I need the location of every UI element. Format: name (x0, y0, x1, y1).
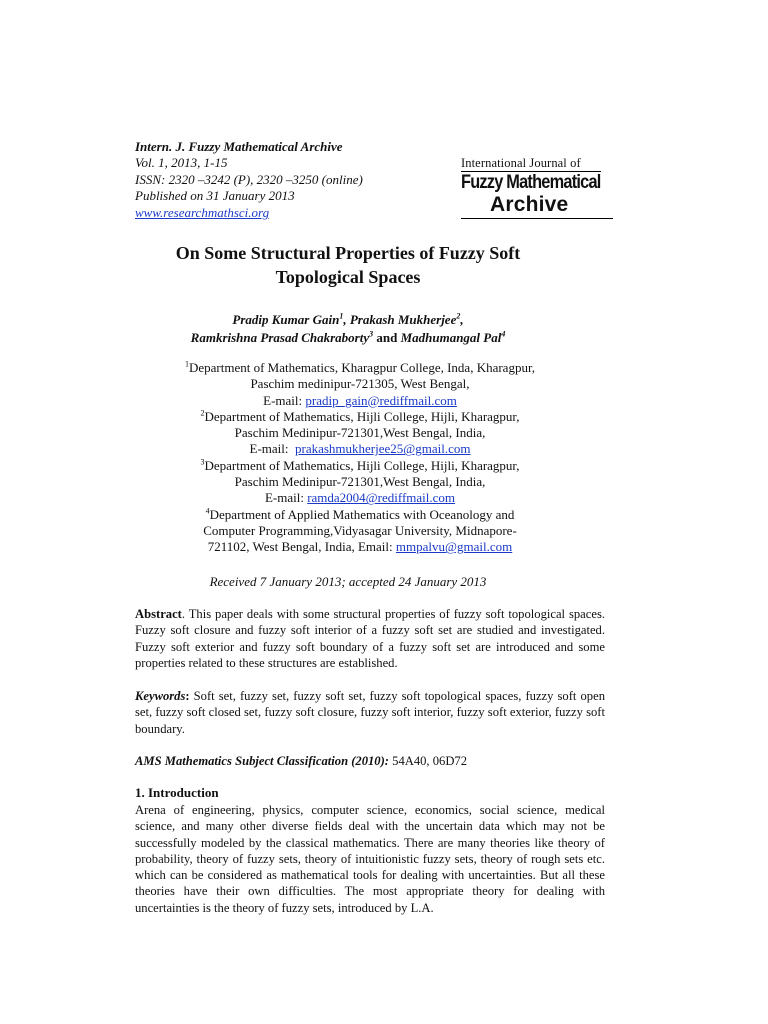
abstract (135, 606, 605, 671)
author-3-sup: 3 (369, 329, 374, 339)
affiliation-2-line-2: Paschim Medinipur-721301,West Bengal, India, (234, 425, 486, 441)
author-4: Madhumangal Pal (400, 330, 502, 345)
title-line-2: Topological Spaces (275, 267, 421, 287)
email-link-3[interactable]: ramda2004@rediffmail.com (307, 490, 456, 506)
journal-header (135, 139, 435, 221)
author-list: Pradip Kumar Gain$^1$, Prakash Mukherjee$^2$, Ramkrishna Prasad Chakraborty$^3$ and Madhumangal Pal$^4$ (190, 311, 506, 345)
email-label: E-mail: (264, 490, 308, 506)
affiliation-4-line-1: Department of Applied Mathematics with Oceanology and (209, 506, 515, 522)
affiliation-2 (160, 409, 560, 458)
author-2: Prakash Mukherjee (349, 312, 457, 327)
publication-date: Published on 31 January 2013 (135, 188, 295, 204)
email-label: E-mail: (249, 441, 295, 457)
affiliation-3-line-2: Paschim Medinipur-721301,West Bengal, India, (234, 474, 486, 490)
journal-volume: Vol. 1, 2013, 1-15 (135, 155, 228, 171)
logo-line-2: Fuzzy Mathematical (461, 172, 601, 193)
abstract-text: . This paper deals with some structural properties of fuzzy soft topological spaces. Fuzzy soft closure and fuzzy soft interior of a fuzzy soft set are studied and investigated. Fuzzy soft exterior and fuzzy soft boundary of a fuzzy soft set are introduced and some properties related to these structures are established. (135, 607, 605, 670)
author-1: Pradip Kumar Gain (232, 312, 340, 327)
journal-issn: ISSN: 2320 –3242 (P), 2320 –3250 (online) (135, 171, 363, 187)
section-heading-introduction: 1. Introduction (135, 785, 219, 800)
author-1-sup: 1 (339, 311, 344, 321)
logo-line-3: Archive (490, 193, 569, 216)
ams-codes: 54A40, 06D72 (389, 754, 468, 768)
abstract-label: Abstract (135, 607, 182, 621)
affiliation-4 (160, 507, 560, 556)
keywords (135, 688, 605, 737)
keywords-label: Keywords (135, 689, 186, 703)
title-line-1: On Some Structural Properties of Fuzzy Soft (175, 243, 521, 263)
affiliations (160, 360, 560, 556)
journal-website-link[interactable]: www.researchmathsci.org (135, 204, 270, 220)
email-link-1[interactable]: pradip_gain@rediffmail.com (305, 392, 457, 408)
affiliation-3-sup: 3 (200, 457, 205, 467)
ams-label: AMS Mathematics Subject Classification (2010): (135, 754, 389, 768)
author-2-sup: 2 (456, 311, 461, 321)
email-label: E-mail: (263, 392, 306, 408)
affiliation-2-sup: 2 (200, 408, 205, 418)
ams-classification (135, 753, 605, 769)
keywords-colon: : (185, 689, 194, 703)
affiliation-1-sup: 1 (184, 359, 189, 369)
logo-line-1: International Journal of (461, 156, 581, 170)
journal-logo (461, 156, 616, 222)
paper-title (120, 241, 576, 289)
author-3: Ramkrishna Prasad Chakraborty (190, 330, 370, 345)
email-link-2[interactable]: prakashmukherjee25@gmail.com (295, 441, 471, 457)
introduction-text: Arena of engineering, physics, computer science, economics, social science, medical science, and many other diverse fields deal with the uncertain data which may not be successfully modeled by the classical mathematics. There are many theories like theory of probability, theory of fuzzy sets, theory of intuitionistic fuzzy sets, theory of rough sets etc. which can be considered as mathematical tools for dealing with uncertainties. But all these theories have their own difficulties. The most appropriate theory for dealing with uncertainties is the theory of fuzzy sets, introduced by L.A. (135, 803, 605, 915)
email-link-4[interactable]: mmpalvu@gmail.com (395, 539, 513, 555)
affiliation-1-line-2: Paschim medinipur-721305, West Bengal, (250, 376, 470, 392)
affiliation-3 (160, 458, 560, 507)
affiliation-4-line-3: 721102, West Bengal, India, Email: (207, 539, 396, 555)
affiliation-1-line-1: Department of Mathematics, Kharagpur College, Inda, Kharagpur, (188, 360, 536, 375)
keywords-text: Soft set, fuzzy set, fuzzy soft set, fuzzy soft topological spaces, fuzzy soft open set, fuzzy soft closed set, fuzzy soft closure, fuzzy soft interior, fuzzy soft exterior, fuzzy soft boundary. (135, 689, 605, 736)
received-dates: Received 7 January 2013; accepted 24 January 2013 (209, 574, 487, 589)
logo-rule-bottom (461, 218, 613, 219)
author-conjunction: and (376, 330, 398, 345)
affiliation-4-sup: 4 (205, 506, 210, 516)
affiliation-2-line-1: Department of Mathematics, Hijli College, Hijli, Kharagpur, (204, 408, 520, 424)
affiliation-1 (160, 360, 560, 409)
journal-name: Intern. J. Fuzzy Mathematical Archive (135, 139, 343, 154)
author-4-sup: 4 (501, 329, 506, 339)
affiliation-4-line-2: Computer Programming,Vidyasagar University, Midnapore- (203, 522, 517, 538)
affiliation-3-line-1: Department of Mathematics, Hijli College, Hijli, Kharagpur, (204, 457, 520, 473)
